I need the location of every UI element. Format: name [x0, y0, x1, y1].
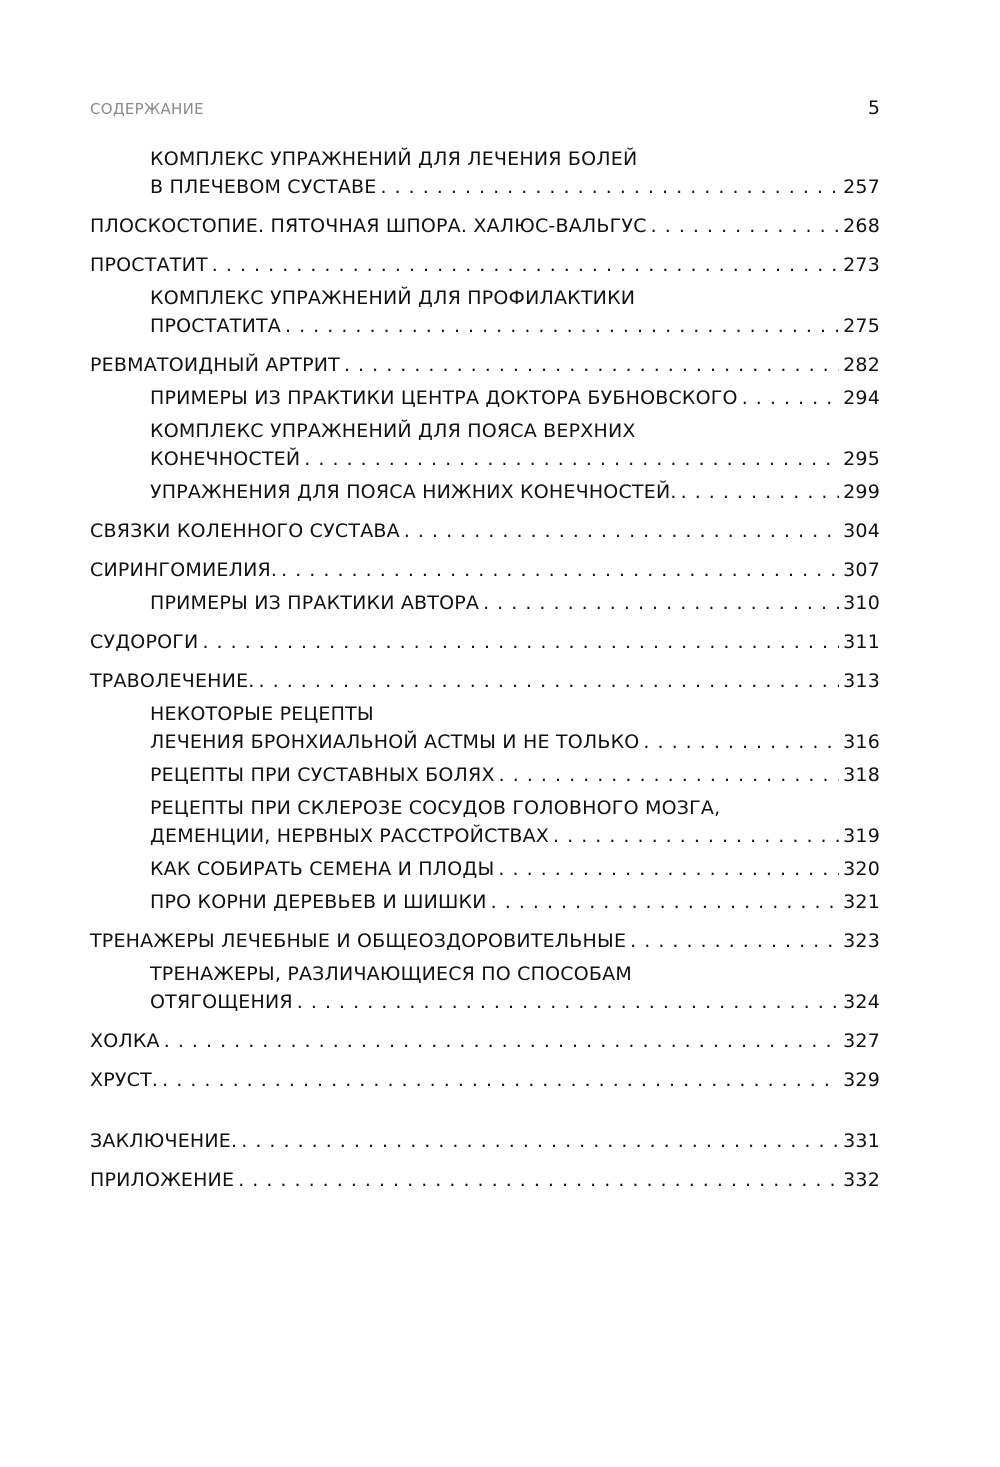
toc-entry-title: ДЕМЕНЦИИ, НЕРВНЫХ РАССТРОЙСТВАХ [150, 825, 550, 847]
toc-page-number: 329 [843, 1069, 880, 1091]
toc-section-entry[interactable] [90, 589, 880, 617]
toc-entry-title: РЕВМАТОИДНЫЙ АРТРИТ [90, 354, 340, 376]
toc-line [150, 888, 880, 916]
toc-page-number: 321 [843, 891, 880, 913]
dot-leader [630, 927, 839, 955]
toc-entry-title: ЛЕЧЕНИЯ БРОНХИАЛЬНОЙ АСТМЫ И НЕ ТОЛЬКО [150, 731, 640, 753]
toc-entry-title: СУДОРОГИ [90, 631, 199, 653]
toc-page-number: 313 [843, 670, 880, 692]
toc-page-number: 318 [843, 764, 880, 786]
toc-page-number: 299 [843, 481, 880, 503]
toc-entry-title: ПРОСТАТИТА [150, 315, 281, 337]
table-of-contents [90, 145, 880, 1194]
toc-line [150, 417, 880, 445]
toc-line [90, 1027, 880, 1055]
toc-line [150, 478, 880, 506]
toc-entry-title: ПЛОСКОСТОПИЕ. ПЯТОЧНАЯ ШПОРА. ХАЛЮС-ВАЛЬГУС [90, 215, 647, 237]
toc-chapter-entry[interactable] [90, 1127, 880, 1155]
toc-line [150, 700, 880, 728]
dot-leader [259, 667, 840, 695]
toc-page-number: 320 [843, 858, 880, 880]
toc-line [150, 822, 880, 850]
toc-line [150, 728, 880, 756]
toc-line [90, 556, 880, 584]
toc-page-number: 310 [843, 592, 880, 614]
toc-section-entry[interactable] [90, 284, 880, 340]
toc-page-number: 273 [843, 254, 880, 276]
toc-line [150, 173, 880, 201]
toc-entry-title: КОМПЛЕКС УПРАЖНЕНИЙ ДЛЯ ПРОФИЛАКТИКИ [150, 287, 636, 309]
toc-page-number: 295 [843, 448, 880, 470]
toc-chapter-entry[interactable] [90, 1166, 880, 1194]
toc-page-number: 332 [843, 1169, 880, 1191]
toc-section-entry[interactable] [90, 417, 880, 473]
toc-entry-title: УПРАЖНЕНИЯ ДЛЯ ПОЯСА НИЖНИХ КОНЕЧНОСТЕЙ. [150, 481, 677, 503]
toc-entry-title: ЗАКЛЮЧЕНИЕ. [90, 1130, 238, 1152]
dot-leader [499, 761, 839, 789]
toc-chapter-entry[interactable] [90, 351, 880, 379]
toc-page-number: 324 [843, 991, 880, 1013]
toc-line [90, 517, 880, 545]
toc-page-number: 304 [843, 520, 880, 542]
toc-page-number: 316 [843, 731, 880, 753]
toc-entry-title: ОТЯГОЩЕНИЯ [150, 991, 293, 1013]
dot-leader [241, 1127, 839, 1155]
toc-section-entry[interactable] [90, 384, 880, 412]
dot-leader [344, 351, 839, 379]
toc-chapter-entry[interactable] [90, 927, 880, 955]
page-number: 5 [867, 97, 880, 119]
toc-entry-title: НЕКОТОРЫЕ РЕЦЕПТЫ [150, 703, 374, 725]
dot-leader [281, 556, 839, 584]
toc-section-entry[interactable] [90, 145, 880, 201]
toc-entry-title: ТРЕНАЖЕРЫ, РАЗЛИЧАЮЩИЕСЯ ПО СПОСОБАМ [150, 963, 632, 985]
page-header [90, 97, 880, 119]
dot-leader [212, 251, 839, 279]
toc-entry-title: ХРУСТ. [90, 1069, 159, 1091]
toc-chapter-entry[interactable] [90, 556, 880, 584]
toc-section-entry[interactable] [90, 794, 880, 850]
toc-entry-title: ПРО КОРНИ ДЕРЕВЬЕВ И ШИШКИ [150, 891, 487, 913]
dot-leader [651, 212, 839, 240]
dot-leader [553, 822, 839, 850]
dot-leader [162, 1066, 839, 1094]
toc-entry-title: ПРИЛОЖЕНИЕ [90, 1169, 235, 1191]
toc-entry-title: ПРИМЕРЫ ИЗ ПРАКТИКИ АВТОРА [150, 592, 480, 614]
toc-line [150, 284, 880, 312]
toc-line [90, 927, 880, 955]
toc-page-number: 294 [843, 387, 880, 409]
toc-page-number: 307 [843, 559, 880, 581]
toc-line [90, 628, 880, 656]
dot-leader [285, 312, 839, 340]
toc-line [90, 1127, 880, 1155]
toc-chapter-entry[interactable] [90, 1027, 880, 1055]
toc-entry-title: ХОЛКА [90, 1030, 160, 1052]
toc-line [150, 988, 880, 1016]
toc-line [150, 589, 880, 617]
toc-line [150, 384, 880, 412]
toc-line [150, 761, 880, 789]
dot-leader [297, 988, 839, 1016]
toc-page-number: 323 [843, 930, 880, 952]
toc-line [90, 351, 880, 379]
toc-page-number: 282 [843, 354, 880, 376]
toc-entry-title: ПРОСТАТИТ [90, 254, 208, 276]
toc-entry-title: СИРИНГОМИЕЛИЯ. [90, 559, 278, 581]
toc-entry-title: КОМПЛЕКС УПРАЖНЕНИЙ ДЛЯ ЛЕЧЕНИЯ БОЛЕЙ [150, 148, 638, 170]
toc-page-number: 268 [843, 215, 880, 237]
toc-chapter-entry[interactable] [90, 1066, 880, 1094]
toc-chapter-entry[interactable] [90, 517, 880, 545]
dot-leader [643, 728, 839, 756]
toc-entry-title: РЕЦЕПТЫ ПРИ СКЛЕРОЗЕ СОСУДОВ ГОЛОВНОГО МОЗГА, [150, 797, 721, 819]
dot-leader [202, 628, 839, 656]
toc-section-entry[interactable] [90, 478, 880, 506]
toc-section-entry[interactable] [90, 855, 880, 883]
dot-leader [380, 173, 839, 201]
toc-page-number: 319 [843, 825, 880, 847]
toc-line [90, 212, 880, 240]
toc-chapter-entry[interactable] [90, 667, 880, 695]
toc-entry-title: ТРАВОЛЕЧЕНИЕ. [90, 670, 255, 692]
dot-leader [238, 1166, 839, 1194]
toc-line [90, 667, 880, 695]
toc-chapter-entry[interactable] [90, 212, 880, 240]
toc-page-number: 257 [843, 176, 880, 198]
toc-line [150, 855, 880, 883]
dot-leader [491, 888, 839, 916]
dot-leader [681, 478, 840, 506]
dot-leader [164, 1027, 839, 1055]
toc-entry-title: ПРИМЕРЫ ИЗ ПРАКТИКИ ЦЕНТРА ДОКТОРА БУБНОВСКОГО [150, 387, 738, 409]
toc-chapter-entry[interactable] [90, 628, 880, 656]
toc-entry-title: КАК СОБИРАТЬ СЕМЕНА И ПЛОДЫ [150, 858, 495, 880]
dot-leader [742, 384, 839, 412]
toc-line [90, 1166, 880, 1194]
toc-line [150, 794, 880, 822]
toc-line [150, 145, 880, 173]
dot-leader [304, 445, 839, 473]
toc-line [150, 960, 880, 988]
toc-section-entry[interactable] [90, 888, 880, 916]
dot-leader [483, 589, 839, 617]
toc-entry-title: РЕЦЕПТЫ ПРИ СУСТАВНЫХ БОЛЯХ [150, 764, 495, 786]
toc-line [90, 251, 880, 279]
toc-page-number: 275 [843, 315, 880, 337]
toc-entry-title: ТРЕНАЖЕРЫ ЛЕЧЕБНЫЕ И ОБЩЕОЗДОРОВИТЕЛЬНЫЕ [90, 930, 627, 952]
toc-line [150, 445, 880, 473]
dot-leader [498, 855, 839, 883]
toc-line [90, 1066, 880, 1094]
toc-section-entry[interactable] [90, 960, 880, 1016]
toc-entry-title: СВЯЗКИ КОЛЕННОГО СУСТАВА [90, 520, 400, 542]
toc-line [150, 312, 880, 340]
toc-entry-title: КОМПЛЕКС УПРАЖНЕНИЙ ДЛЯ ПОЯСА ВЕРХНИХ [150, 420, 636, 442]
toc-page-number: 311 [843, 631, 880, 653]
toc-section-entry[interactable] [90, 761, 880, 789]
toc-page-number: 327 [843, 1030, 880, 1052]
toc-entry-title: КОНЕЧНОСТЕЙ [150, 448, 301, 470]
toc-chapter-entry[interactable] [90, 251, 880, 279]
toc-section-entry[interactable] [90, 700, 880, 756]
toc-page-number: 331 [843, 1130, 880, 1152]
dot-leader [404, 517, 839, 545]
running-title: СОДЕРЖАНИЕ [90, 100, 204, 118]
toc-entry-title: В ПЛЕЧЕВОМ СУСТАВЕ [150, 176, 377, 198]
